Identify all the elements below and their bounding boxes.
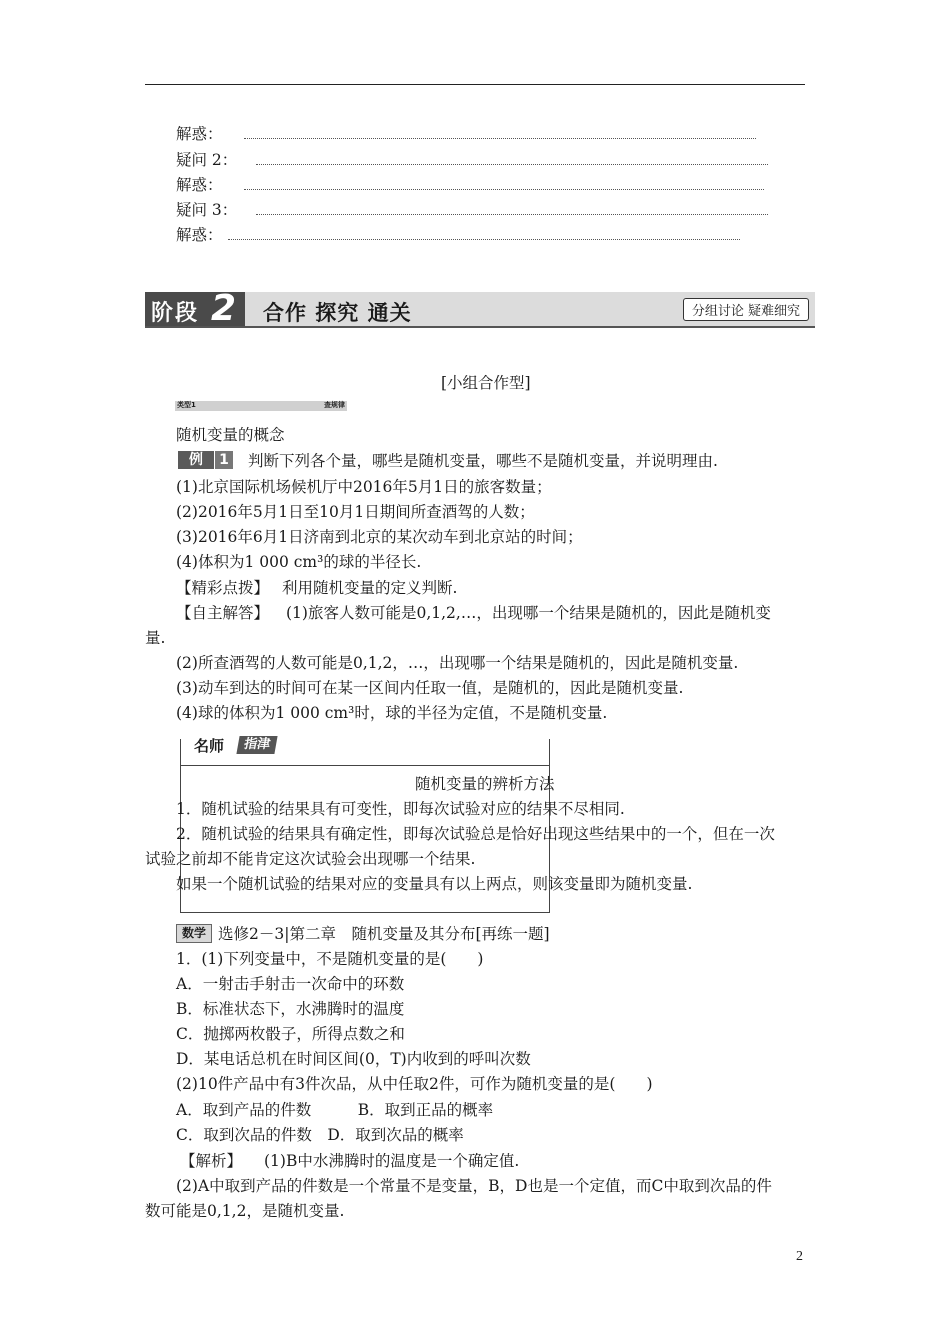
section-title: [小组合作型] (441, 374, 531, 392)
guide-title: 随机变量的辨析方法 (415, 775, 555, 793)
answer-blank-3[interactable] (228, 239, 740, 240)
topic-title: 随机变量的概念 (176, 426, 285, 444)
hint-label: 【精彩点拨】 (176, 579, 270, 597)
math-tag: 数学 (176, 924, 212, 943)
question-label-2: 疑问 2： (176, 151, 238, 169)
practice-q2-options-ab: A．取到产品的件数 B．取到正品的概率 (176, 1101, 494, 1119)
answer-1a: (1)旅客人数可能是0,1,2,…，出现哪一个结果是随机的，因此是随机变 (286, 604, 771, 622)
type-right-label: 查规律 (324, 401, 345, 409)
stage-number: 2 (211, 288, 237, 329)
guide-conclusion: 如果一个随机试验的结果对应的变量具有以上两点，则该变量即为随机变量. (176, 875, 693, 893)
answer-label-3: 解惑： (176, 226, 223, 244)
header-rule (145, 84, 805, 85)
answer-label: 【自主解答】 (176, 604, 270, 622)
answer-1b: 量. (145, 629, 166, 647)
solution-2b: 数可能是0,1,2，是随机变量. (145, 1202, 345, 1220)
example-item-1: (1)北京国际机场候机厅中2016年5月1日的旅客数量； (176, 478, 552, 496)
answer-4: (4)球的体积为1 000 cm³时，球的半径为定值，不是随机变量. (176, 704, 608, 722)
answer-blank-1[interactable] (244, 138, 756, 139)
practice-header: 选修2－3|第二章 随机变量及其分布[再练一题] (218, 925, 550, 943)
solution-1: (1)B中水沸腾时的温度是一个确定值. (264, 1152, 520, 1170)
practice-q2: (2)10件产品中有3件次品，从中任取2件，可作为随机变量的是( ) (176, 1075, 653, 1093)
example-question: 判断下列各个量，哪些是随机变量，哪些不是随机变量，并说明理由. (248, 452, 718, 470)
answer-label-2: 解惑： (176, 176, 223, 194)
guide-top-border (181, 765, 549, 766)
answer-label-1: 解惑： (176, 125, 223, 143)
practice-q1-option-b: B．标准状态下，水沸腾时的温度 (176, 1000, 405, 1018)
guide-header (190, 733, 282, 757)
question-blank-2[interactable] (256, 164, 768, 165)
banner-title: 合作 探究 通关 (263, 301, 412, 325)
question-label-3: 疑问 3： (176, 201, 238, 219)
answer-3: (3)动车到达的时间可在某一区间内任取一值，是随机的，因此是随机变量. (176, 679, 684, 697)
solution-2a: (2)A中取到产品的件数是一个常量不是变量，B，D也是一个定值，而C中取到次品的件 (176, 1177, 772, 1195)
solution-label: 【解析】 (180, 1152, 243, 1170)
practice-q1-option-c: C．抛掷两枚骰子，所得点数之和 (176, 1025, 405, 1043)
example-item-4: (4)体积为1 000 cm³的球的半径长. (176, 553, 422, 571)
practice-q1: 1．(1)下列变量中，不是随机变量的是( ) (176, 950, 484, 968)
banner-tag: 分组讨论 疑难细究 (683, 298, 809, 321)
stage-label: 阶段 (151, 301, 200, 326)
practice-q1-option-d: D．某电话总机在时间区间(0，T)内收到的呼叫次数 (176, 1050, 531, 1068)
guide-point-2b: 试验之前却不能肯定这次试验会出现哪一个结果. (145, 850, 476, 868)
answer-blank-2[interactable] (244, 189, 764, 190)
guide-point-2a: 2．随机试验的结果具有确定性，即每次试验总是恰好出现这些结果中的一个，但在一次 (176, 825, 775, 843)
example-number: 1 (215, 451, 233, 469)
example-item-2: (2)2016年5月1日至10月1日期间所查酒驾的人数； (176, 503, 535, 521)
guide-head-a: 名师 (194, 737, 225, 755)
example-badge (178, 451, 236, 469)
practice-q2-options-cd: C．取到次品的件数 D．取到次品的概率 (176, 1126, 464, 1144)
guide-point-1: 1．随机试验的结果具有可变性，即每次试验对应的结果不尽相同. (176, 800, 625, 818)
page-number: 2 (796, 1249, 803, 1264)
type-label: 类型1 (177, 401, 196, 409)
guide-head-b: 指津 (236, 736, 277, 754)
hint-text: 利用随机变量的定义判断. (282, 579, 458, 597)
stage-block (145, 288, 245, 329)
practice-q1-option-a: A．一射击手射击一次命中的环数 (176, 975, 405, 993)
type-bar (175, 401, 347, 411)
answer-2: (2)所查酒驾的人数可能是0,1,2，…，出现哪一个结果是随机的，因此是随机变量. (176, 654, 739, 672)
stage-banner (145, 288, 815, 329)
guide-bottom-border (181, 912, 549, 914)
example-label: 例 (178, 451, 214, 469)
question-blank-3[interactable] (256, 214, 768, 215)
example-item-3: (3)2016年6月1日济南到北京的某次动车到北京站的时间； (176, 528, 583, 546)
